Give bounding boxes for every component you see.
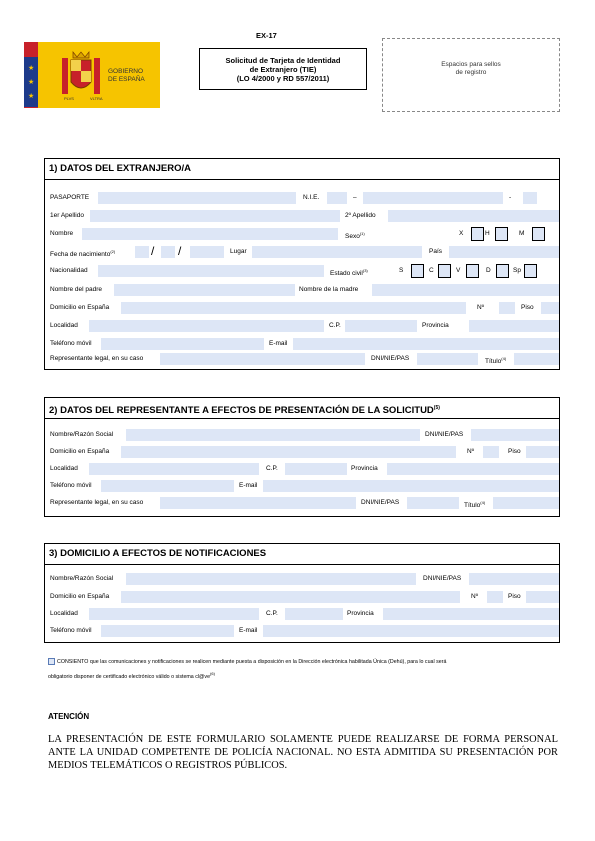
localidad2-field[interactable]: [89, 463, 259, 475]
label-ec-c: C: [429, 267, 434, 274]
domicilio3-field[interactable]: [121, 591, 460, 603]
dni-field[interactable]: [417, 353, 478, 365]
section-representante: [44, 397, 560, 517]
label3-domicilio: Domicilio en España: [50, 593, 110, 600]
label2-representante: Representante legal, en su caso: [50, 499, 144, 506]
row-pasaporte: [45, 190, 559, 205]
label-apellido2: 2º Apellido: [345, 212, 376, 219]
provincia3-field[interactable]: [383, 608, 559, 620]
email2-field[interactable]: [263, 480, 559, 492]
pais-field[interactable]: [449, 246, 559, 258]
label-telefono: Teléfono móvil: [50, 340, 92, 347]
dni2b-field[interactable]: [407, 497, 459, 509]
apellido1-field[interactable]: [90, 210, 340, 222]
nie-letter-field[interactable]: [523, 192, 537, 204]
consent-checkbox[interactable]: [48, 658, 55, 665]
row2-localidad: [45, 461, 559, 476]
label-sex-x: X: [459, 230, 464, 237]
checkbox-ec-s[interactable]: [411, 264, 424, 278]
label2-email: E-mail: [239, 482, 258, 489]
provincia2-field[interactable]: [387, 463, 559, 475]
row-domicilio: [45, 300, 559, 315]
notice-text: LA PRESENTACIÓN DE ESTE FORMULARIO SOLAMENTE PUEDE REALIZARSE DE FORMA PERSONAL ANTE LA UNIDAD COMPETENTE DE POLICÍA NACIONAL. NO ESTA ADMITIDA SU PRESENTACIÓN POR MEDIOS TELEMÁTICOS O REGISTROS PÚBLICOS.: [48, 734, 558, 771]
razon3-field[interactable]: [126, 573, 416, 585]
label-domicilio: Domicilio en España: [50, 304, 110, 311]
eu-stars-icon: ★ ★ ★: [28, 65, 35, 100]
label3-email: E-mail: [239, 627, 258, 634]
nacionalidad-field[interactable]: [98, 265, 324, 277]
label-ec-sp: Sp: [513, 267, 521, 274]
form-title-box: [199, 48, 367, 90]
gobierno-text: [108, 68, 145, 84]
row3-localidad: [45, 606, 559, 621]
titulo2-field[interactable]: [493, 497, 559, 509]
title-line2: de Extranjero (TIE): [249, 64, 317, 74]
label2-titulo: Título$^{(4)}$: [464, 500, 486, 510]
fecha-slash1: /: [151, 244, 155, 258]
label2-numero: Nº: [467, 448, 475, 455]
cp2-field[interactable]: [285, 463, 347, 475]
fecha-dia-field[interactable]: [135, 246, 149, 258]
numero-field[interactable]: [499, 302, 515, 314]
checkbox-ec-d[interactable]: [496, 264, 509, 278]
logo-text-line1: GOBIERNO: [108, 68, 144, 75]
label-fecha-nacimiento: Fecha de nacimiento$^{(2)}$: [50, 249, 116, 259]
madre-field[interactable]: [372, 284, 559, 296]
title-line1: Solicitud de Tarjeta de Identidad: [225, 55, 341, 65]
nombre-field[interactable]: [82, 228, 338, 240]
representante2-field[interactable]: [160, 497, 356, 509]
row3-contacto: [45, 623, 559, 638]
nie-number-field[interactable]: [363, 192, 503, 204]
row-contacto: [45, 336, 559, 351]
checkbox-sex-x[interactable]: [471, 227, 484, 241]
nie-dash2: -: [509, 194, 512, 201]
numero2-field[interactable]: [483, 446, 499, 458]
consent-note: (6): [210, 671, 215, 676]
label3-provincia: Provincia: [347, 610, 374, 617]
row3-domicilio: [45, 589, 559, 604]
fecha-anio-field[interactable]: [190, 246, 224, 258]
representante-field[interactable]: [160, 353, 365, 365]
stamp-line1: Espacios para sellos: [441, 61, 501, 68]
label-sex-h: H: [485, 230, 490, 237]
title-line3: (LO 4/2000 y RD 557/2011): [236, 73, 330, 83]
row3-razon: [45, 571, 559, 586]
piso2-field[interactable]: [526, 446, 559, 458]
label3-cp: C.P.: [266, 610, 278, 617]
label-dni: DNI/NIE/PAS: [371, 355, 410, 362]
fecha-mes-field[interactable]: [161, 246, 175, 258]
label-sexo: Sexo$^{(1)}$: [345, 231, 365, 241]
label3-localidad: Localidad: [50, 610, 78, 617]
checkbox-ec-c[interactable]: [438, 264, 451, 278]
domicilio2-field[interactable]: [121, 446, 456, 458]
telefono2-field[interactable]: [101, 480, 234, 492]
email3-field[interactable]: [263, 625, 559, 637]
row-padres: [45, 282, 559, 297]
label-titulo: Título$^{(4)}$: [485, 356, 507, 366]
razon2-field[interactable]: [126, 429, 420, 441]
label2-razon: Nombre/Razón Social: [50, 431, 114, 438]
cp3-field[interactable]: [285, 608, 343, 620]
label-nombre: Nombre: [50, 230, 74, 237]
label2-telefono: Teléfono móvil: [50, 482, 92, 489]
label-nacionalidad: Nacionalidad: [50, 267, 88, 274]
row-apellidos: [45, 208, 559, 223]
section-notificaciones: [44, 543, 560, 643]
row-representante: [45, 351, 559, 366]
label2-provincia: Provincia: [351, 465, 378, 472]
row-nacionalidad: [45, 263, 559, 278]
checkbox-sex-m[interactable]: [532, 227, 545, 241]
fecha-slash2: /: [178, 244, 182, 258]
label3-dni: DNI/NIE/PAS: [423, 575, 462, 582]
nie-dash: –: [353, 194, 357, 201]
label3-numero: Nº: [471, 593, 479, 600]
label-apellido1: 1er Apellido: [50, 212, 84, 219]
titulo-field[interactable]: [514, 353, 559, 365]
piso3-field[interactable]: [526, 591, 559, 603]
stamp-line2: de registro: [455, 69, 487, 76]
telefono-field[interactable]: [101, 338, 264, 350]
piso-field[interactable]: [541, 302, 559, 314]
padre-field[interactable]: [114, 284, 295, 296]
telefono3-field[interactable]: [101, 625, 234, 637]
row2-contacto: [45, 478, 559, 493]
checkbox-ec-v[interactable]: [466, 264, 479, 278]
label-pasaporte: PASAPORTE: [50, 194, 90, 201]
label2-piso: Piso: [508, 448, 521, 455]
row2-razon: [45, 427, 559, 442]
label-ec-v: V: [456, 267, 461, 274]
pasaporte-field[interactable]: [98, 192, 296, 204]
svg-text:VLTRA: VLTRA: [90, 96, 103, 101]
label-estado-civil: Estado civil$^{(3)}$: [330, 268, 368, 278]
label-provincia: Provincia: [422, 322, 449, 329]
label-representante: Representante legal, en su caso: [50, 355, 144, 362]
atencion-heading: ATENCIÓN: [48, 712, 90, 721]
label-nie: N.I.E.: [303, 194, 320, 201]
localidad-field[interactable]: [89, 320, 324, 332]
label2-dni: DNI/NIE/PAS: [425, 431, 464, 438]
logo-text-line2: DE ESPAÑA: [108, 76, 145, 83]
dni3-field[interactable]: [469, 573, 559, 585]
coat-of-arms-icon: [58, 50, 104, 102]
label-piso: Piso: [521, 304, 534, 311]
label-pais: País: [429, 248, 443, 255]
label-ec-d: D: [486, 267, 491, 274]
label3-telefono: Teléfono móvil: [50, 627, 92, 634]
checkbox-ec-sp[interactable]: [524, 264, 537, 278]
label3-piso: Piso: [508, 593, 521, 600]
consent-line1: CONSIENTO que las comunicaciones y notificaciones se realicen mediante puesta a disposición en la Dirección electrónica habilitada Única (Dehú), para lo cual será: [57, 659, 447, 665]
form-code: EX-17: [256, 31, 277, 40]
label-sex-m: M: [519, 230, 525, 237]
provincia-field[interactable]: [469, 320, 559, 332]
label-cp: C.P.: [329, 322, 341, 329]
svg-text:PLVS: PLVS: [64, 96, 74, 101]
consent-block: [48, 657, 558, 683]
row2-representante: [45, 495, 559, 510]
label-ec-s: S: [399, 267, 404, 274]
label2-domicilio: Domicilio en España: [50, 448, 110, 455]
row-nombre: [45, 226, 559, 241]
label-numero: Nº: [477, 304, 485, 311]
lugar-field[interactable]: [252, 246, 422, 258]
label-email: E-mail: [269, 340, 288, 347]
label-localidad: Localidad: [50, 322, 78, 329]
section2-title: 2) DATOS DEL REPRESENTANTE A EFECTOS DE PRESENTACIÓN DE LA SOLICITUD$^{(5)}$: [45, 398, 559, 419]
stamp-area: [382, 38, 560, 112]
label-lugar: Lugar: [230, 248, 247, 255]
nie-prefix-field[interactable]: [327, 192, 347, 204]
email-field[interactable]: [293, 338, 559, 350]
dni2-field[interactable]: [471, 429, 559, 441]
label-madre: Nombre de la madre: [299, 286, 359, 293]
label3-razon: Nombre/Razón Social: [50, 575, 114, 582]
row2-domicilio: [45, 444, 559, 459]
label2-localidad: Localidad: [50, 465, 78, 472]
section3-title: 3) DOMICILIO A EFECTOS DE NOTIFICACIONES: [45, 544, 559, 565]
numero3-field[interactable]: [487, 591, 503, 603]
checkbox-sex-h[interactable]: [495, 227, 508, 241]
row-localidad: [45, 318, 559, 333]
label2-cp: C.P.: [266, 465, 278, 472]
row-nacimiento: [45, 244, 559, 259]
cp-field[interactable]: [345, 320, 417, 332]
consent-line2: obligatorio disponer de certificado electrónico válido o sistema cl@ve: [48, 673, 211, 680]
label-padre: Nombre del padre: [50, 286, 103, 293]
localidad3-field[interactable]: [89, 608, 259, 620]
apellido2-field[interactable]: [388, 210, 559, 222]
label2-dni2: DNI/NIE/PAS: [361, 499, 400, 506]
domicilio-field[interactable]: [121, 302, 466, 314]
section1-title: 1) DATOS DEL EXTRANJERO/A: [45, 159, 559, 180]
section-datos-extranjero: [44, 158, 560, 370]
